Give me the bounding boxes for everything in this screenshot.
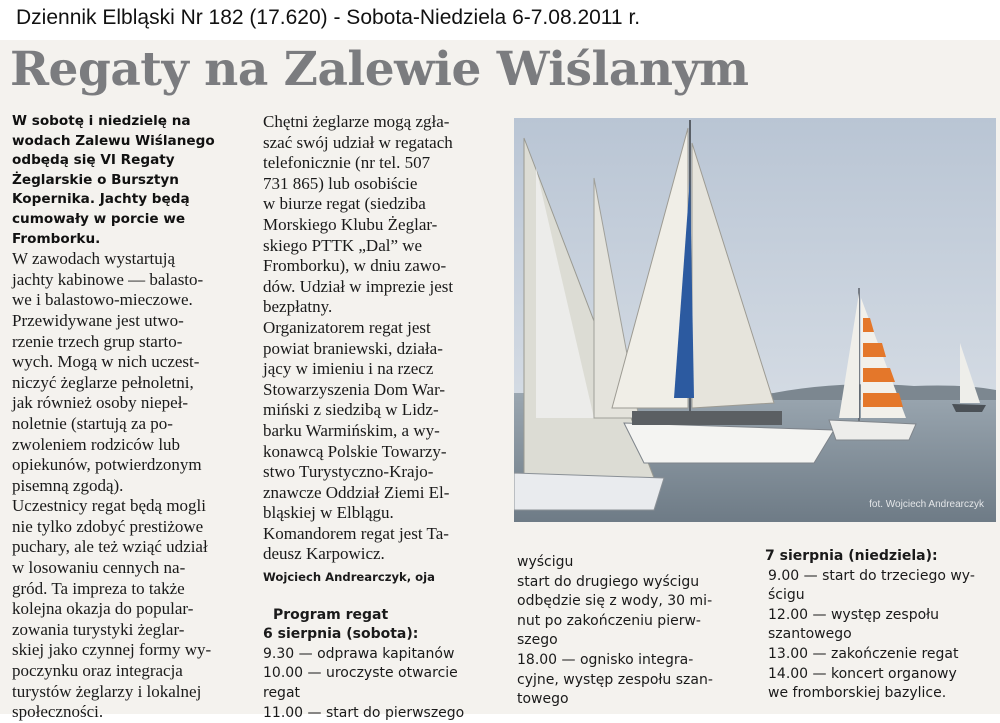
byline: Wojciech Andrearczyk, oja	[263, 570, 435, 585]
text-line: konawcą Polskie Towarzy-	[263, 441, 447, 461]
text-line: 9.00 — start do trzeciego wy-	[768, 567, 975, 584]
stripe-3	[863, 368, 895, 382]
column-1	[12, 112, 252, 723]
text-line: 9.30 — odprawa kapitanów	[263, 645, 455, 662]
column-2	[263, 112, 503, 723]
text-line: zowania turystyki żeglar-	[12, 619, 185, 639]
text-line: Przewidywane jest utwo-	[12, 310, 184, 330]
text-line: w losowaniu cennych na-	[12, 558, 186, 578]
text-line: poczynku oraz integracja	[12, 661, 183, 681]
column-3	[517, 553, 752, 710]
text-line: 10.00 — uroczyste otwarcie	[263, 665, 458, 682]
text-line: jachty kabinowe — balasto-	[12, 269, 204, 289]
text-line: odbędzie się z wody, 30 mi-	[517, 593, 713, 610]
far-boat-hull	[952, 404, 986, 412]
text-line: społeczności.	[12, 702, 104, 722]
text-line: Fromborku.	[12, 230, 101, 247]
text-line: bezpłatny.	[263, 297, 333, 317]
text-line: cyjne, występ zespołu szan-	[517, 671, 713, 688]
text-line: Żeglarskie o Bursztyn	[12, 171, 179, 188]
text-line: ścigu	[768, 587, 805, 604]
text-line: stwo Turystyczno-Krajo-	[263, 462, 434, 482]
text-line: regat	[263, 685, 301, 702]
text-line: kolejna okazja do popular-	[12, 599, 194, 619]
text-line: we fromborskiej bazylice.	[768, 685, 947, 702]
text-line: deusz Karpowicz.	[263, 544, 385, 564]
text-line: 18.00 — ognisko integra-	[517, 651, 694, 668]
text-line: turystów żeglarzy i lokalnej	[12, 681, 202, 701]
text-line: Stowarzyszenia Dom War-	[263, 379, 446, 399]
text-line: jak również osoby niepeł-	[12, 393, 189, 413]
text-line: szać swój udział w regatach	[263, 132, 453, 152]
text-line: nie tylko zdobyć prestiżowe	[12, 516, 204, 536]
text-line: barku Warmińskim, a wy-	[263, 420, 440, 440]
text-line: W zawodach wystartują	[12, 249, 176, 269]
text-line: skiego PTTK „Dal” we	[263, 235, 423, 255]
text-line: Chętni żeglarze mogą zgła-	[263, 112, 450, 131]
day1-title: 6 sierpnia (sobota):	[263, 626, 419, 643]
text-line: jący w imieniu i na rzecz	[263, 359, 434, 379]
text-line: puchary, ale też wziąć udział	[12, 537, 208, 557]
program-title: Program regat	[273, 606, 389, 623]
text-line: noletnie (startują za po-	[12, 413, 173, 433]
source-line: Dziennik Elbląski Nr 182 (17.620) - Sobota-Niedziela 6-7.08.2011 r.	[16, 6, 641, 29]
day2-schedule	[765, 567, 997, 704]
text-line: Kopernika. Jachty będą	[12, 191, 190, 208]
text-line: zwoleniem rodziców lub	[12, 434, 181, 454]
column-2-body	[263, 112, 503, 565]
text-line: 731 865) lub osobiście	[263, 173, 418, 193]
sailboats-image	[514, 118, 996, 522]
text-line: we i balastowo-mieczowe.	[12, 290, 193, 310]
text-line: opiekunów, potwierdzonym	[12, 455, 202, 475]
text-line: start do drugiego wyścigu	[517, 573, 700, 590]
text-line: dów. Udział w imprezie jest	[263, 276, 454, 296]
text-line: Fromborku), w dniu zawo-	[263, 256, 447, 276]
text-line: cumowały w porcie we	[12, 210, 186, 227]
text-line: Morskiego Klubu Żeglar-	[263, 214, 438, 234]
day2-title: 7 sierpnia (niedziela):	[765, 548, 938, 564]
program-block	[263, 606, 503, 723]
text-line: wych. Mogą w nich uczest-	[12, 352, 200, 372]
text-line: nut po zakończeniu pierw-	[517, 612, 701, 629]
text-line: niczyć żeglarze pełnoletni,	[12, 372, 194, 392]
text-line: telefonicznie (nr tel. 507	[263, 153, 431, 173]
crew-on-deck	[632, 411, 782, 425]
schedule-continued	[517, 553, 752, 710]
text-line: znawcze Oddział Ziemi El-	[263, 482, 450, 502]
text-line: Komandorem regat jest Ta-	[263, 523, 449, 543]
text-line: towego	[517, 691, 569, 708]
stripe-4	[863, 393, 903, 407]
text-line: 12.00 — występ zespołu	[768, 606, 940, 623]
photo-credit: fot. Wojciech Andrearczyk	[869, 499, 984, 510]
text-line: Organizatorem regat jest	[263, 317, 431, 337]
stripe-2	[863, 343, 886, 357]
regatta-photo	[514, 118, 996, 522]
column-4	[765, 547, 997, 704]
text-line: miński z siedzibą w Lidz-	[263, 400, 439, 420]
text-line: Uczestnicy regat będą mogli	[12, 496, 207, 516]
column-1-body	[12, 249, 252, 723]
text-line: 13.00 — zakończenie regat	[768, 645, 959, 662]
text-line: wyścigu	[517, 554, 574, 570]
text-line: odbędą się VI Regaty	[12, 152, 175, 169]
right-boat-hull	[829, 420, 916, 440]
text-line: gród. Ta impreza to także	[12, 578, 185, 598]
text-line: 14.00 — koncert organowy	[768, 665, 957, 682]
main-boat-hull	[624, 423, 834, 463]
text-line: bląskiej w Elblągu.	[263, 503, 394, 523]
text-line: szantowego	[768, 626, 852, 643]
day1-schedule	[263, 645, 503, 723]
article-headline: Regaty na Zalewie Wiślanym	[10, 42, 749, 97]
text-line: skiej jako czynnej formy wy-	[12, 640, 212, 660]
text-line: rzenie trzech grup starto-	[12, 331, 183, 351]
article-lead	[12, 112, 252, 249]
text-line: szego	[517, 632, 558, 649]
text-line: wodach Zalewu Wiślanego	[12, 132, 215, 149]
text-line: 11.00 — start do pierwszego	[263, 704, 465, 721]
text-line: pisemną zgodą).	[12, 475, 124, 495]
left-boat-hull	[514, 473, 664, 510]
text-line: w biurze regat (siedziba	[263, 194, 426, 214]
text-line: W sobotę i niedzielę na	[12, 113, 191, 129]
text-line: powiat braniewski, działa-	[263, 338, 443, 358]
